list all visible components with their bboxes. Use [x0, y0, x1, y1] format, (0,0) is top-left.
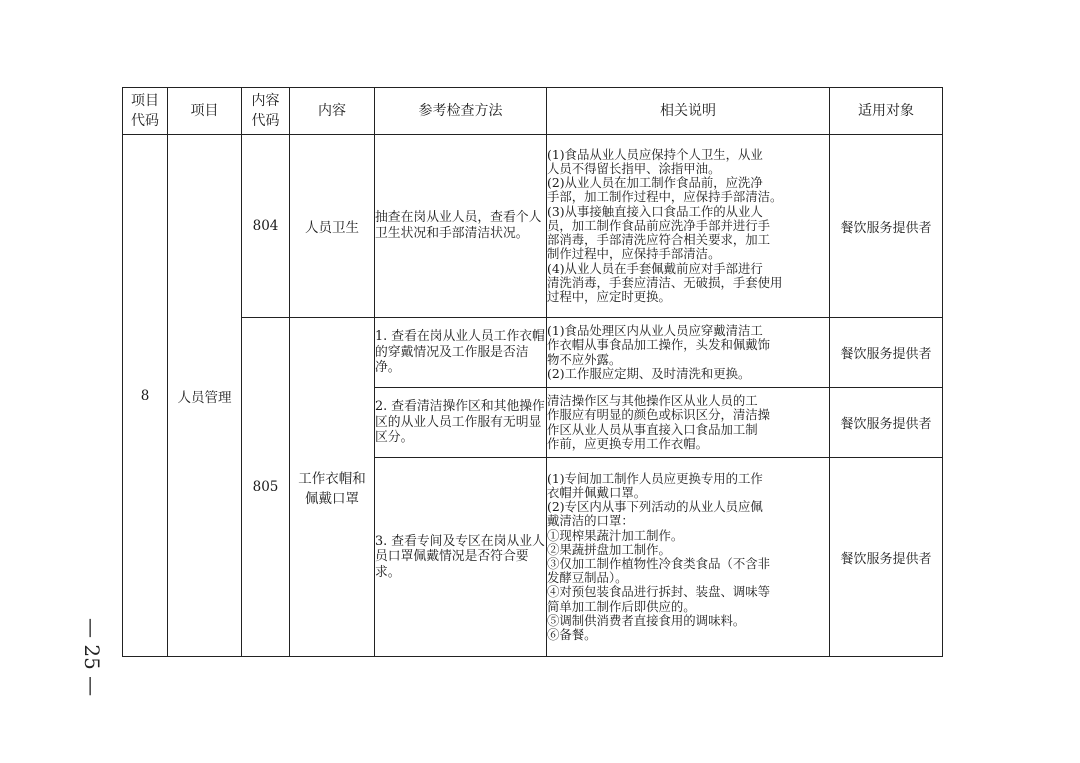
page-number: — 25 —	[80, 618, 104, 697]
content-code-804: 804	[242, 135, 290, 318]
notes-805-2	[547, 388, 830, 458]
note-line: ⑥备餐。	[547, 627, 597, 643]
item-code-cell: 8	[123, 135, 168, 657]
note-line: ③仅加工制作植物性冷食类食品（不含非	[547, 556, 771, 571]
note-line: (1)食品处理区内从业人员应穿戴清洁工	[547, 323, 763, 339]
note-line: ⑤调制供消费者直接食用的调味料。	[547, 612, 746, 628]
note-line: 过程中，应定时更换。	[547, 288, 671, 304]
notes-804	[547, 135, 830, 318]
table-row-805-1	[123, 318, 943, 388]
note-line: (1)专间加工制作人员应更换专用的工作	[547, 470, 763, 486]
note-line: 清洗消毒，手套应清洁、无破损，手套使用	[547, 274, 783, 290]
note-line: 物不应外露。	[547, 351, 622, 367]
note-line: (1)食品从业人员应保持个人卫生，从业	[547, 146, 763, 162]
note-line: 作区从业人员从事直接入口食品加工制	[547, 421, 758, 437]
target-804: 餐饮服务提供者	[830, 135, 943, 318]
header-row	[123, 88, 943, 135]
method-805-2: 2. 查看清洁操作区和其他操作区的从业人员工作服有无明显区分。	[375, 388, 547, 458]
header-item: 项目	[168, 88, 242, 135]
note-line: 发酵豆制品）。	[547, 570, 628, 586]
note-line: 清洁操作区与其他操作区从业人员的工	[547, 393, 758, 409]
target-805-3: 餐饮服务提供者	[830, 458, 943, 657]
content-code-805: 805	[242, 318, 290, 657]
note-line: (2)专区内从事下列活动的从业人员应佩	[547, 499, 763, 515]
note-line: 作服应有明显的颜色或标识区分，清洁操	[547, 407, 771, 423]
content-805: 工作衣帽和佩戴口罩	[290, 318, 375, 657]
header-content: 内容	[290, 88, 375, 135]
note-line: 制作过程中，应保持手部清洁。	[547, 246, 721, 262]
target-805-2: 餐饮服务提供者	[830, 388, 943, 458]
note-line: 部消毒，手部清洗应符合相关要求，加工	[547, 232, 771, 248]
header-content-code: 内容代码	[242, 88, 290, 135]
header-method: 参考检查方法	[375, 88, 547, 135]
note-line: 作衣帽从事食品加工操作，头发和佩戴饰	[547, 337, 771, 353]
note-line: 人员不得留长指甲、涂指甲油。	[547, 161, 721, 177]
note-line: 作前，应更换专用工作衣帽。	[547, 435, 709, 451]
note-line: 衣帽并佩戴口罩。	[547, 484, 647, 500]
note-line: 戴清洁的口罩：	[547, 513, 634, 529]
header-item-code: 项目代码	[123, 88, 168, 135]
method-805-3: 3. 查看专间及专区在岗从业人员口罩佩戴情况是否符合要求。	[375, 458, 547, 657]
method-805-1: 1. 查看在岗从业人员工作衣帽的穿戴情况及工作服是否洁净。	[375, 318, 547, 388]
content-804: 人员卫生	[290, 135, 375, 318]
target-805-1: 餐饮服务提供者	[830, 318, 943, 388]
notes-805-3	[547, 458, 830, 657]
method-804: 抽查在岗从业人员，查看个人卫生状况和手部清洁状况。	[375, 135, 547, 318]
note-line: (4)从业人员在手套佩戴前应对手部进行	[547, 260, 763, 276]
header-target: 适用对象	[830, 88, 943, 135]
note-line: (3)从事接触直接入口食品工作的从业人	[547, 203, 763, 219]
note-line: ①现榨果蔬汁加工制作。	[547, 527, 684, 543]
note-line: (2)从业人员在加工制作食品前，应洗净	[547, 175, 763, 191]
item-name-cell: 人员管理	[168, 135, 242, 657]
note-line: 简单加工制作后即供应的。	[547, 598, 696, 614]
table-row-804	[123, 135, 943, 318]
note-line: ④对预包装食品进行拆封、装盘、调味等	[547, 584, 771, 600]
note-line: 员，加工制作食品前应洗净手部并进行手	[547, 217, 771, 233]
notes-805-1	[547, 318, 830, 388]
header-notes: 相关说明	[547, 88, 830, 135]
regulation-table	[122, 87, 943, 657]
note-line: ②果蔬拼盘加工制作。	[547, 541, 671, 557]
note-line: (2)工作服应定期、及时清洗和更换。	[547, 365, 751, 381]
note-line: 手部，加工制作过程中，应保持手部清洁。	[547, 189, 783, 205]
